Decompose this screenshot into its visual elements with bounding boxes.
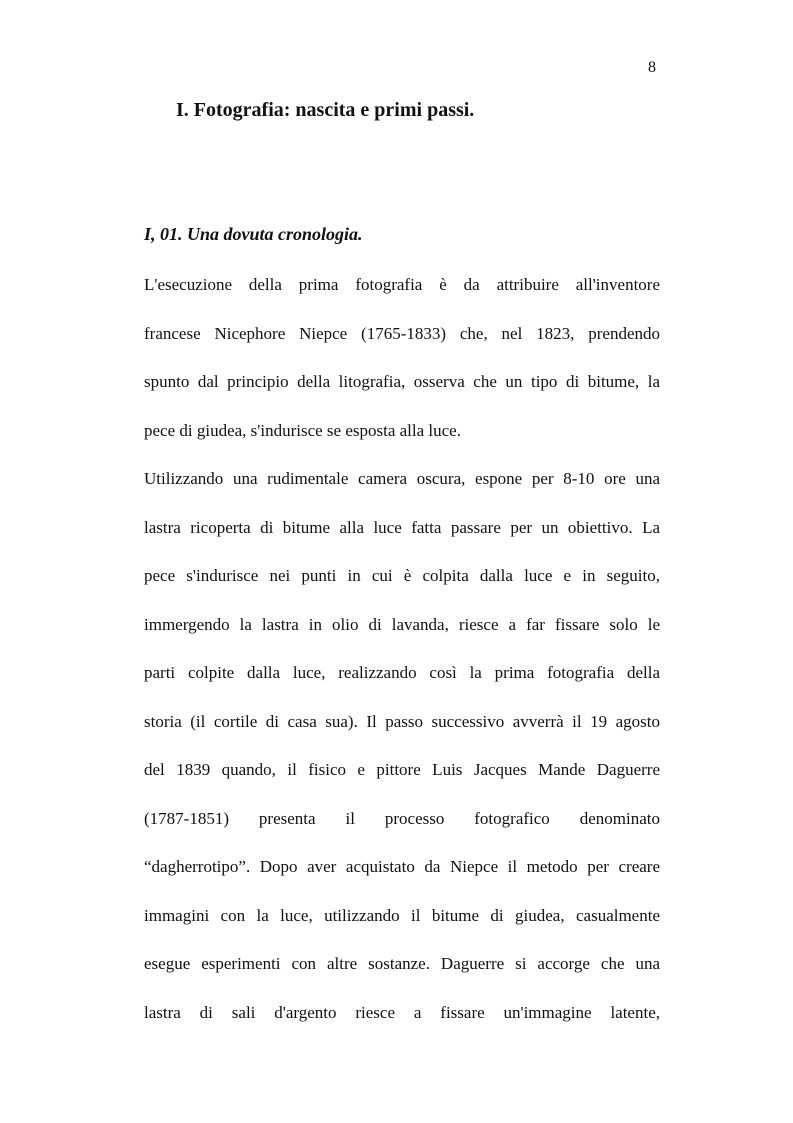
text-line: del 1839 quando, il fisico e pittore Luis Jacques Mande Daguerre (144, 760, 660, 779)
text-line: storia (il cortile di casa sua). Il passo successivo avverrà il 19 agosto (144, 711, 660, 731)
page-number: 8 (648, 59, 656, 76)
section-title: I, 01. Una dovuta cronologia. (144, 224, 363, 244)
text-line: immergendo la lastra in olio di lavanda, riesce a far fissare solo le (144, 614, 660, 634)
text-line: “dagherrotipo”. Dopo aver acquistato da Niepce il metodo per creare (144, 857, 660, 876)
chapter-title: I. Fotografia: nascita e primi passi. (176, 99, 475, 121)
text-line: pece s'indurisce nei punti in cui è colpita dalla luce e in seguito, (144, 566, 660, 585)
text-line: parti colpite dalla luce, realizzando così la prima fotografia della (144, 663, 660, 682)
text-line: spunto dal principio della litografia, osserva che un tipo di bitume, la (144, 372, 660, 391)
body-text (144, 264, 660, 1040)
text-line: lastra ricoperta di bitume alla luce fatta passare per un obiettivo. La (144, 517, 660, 537)
text-line: esegue esperimenti con altre sostanze. Daguerre si accorge che una (144, 954, 660, 973)
text-line: lastra di sali d'argento riesce a fissare un'immagine latente, (144, 1002, 660, 1022)
text-line: (1787-1851) presenta il processo fotografico denominato (144, 808, 660, 828)
text-line: L'esecuzione della prima fotografia è da attribuire all'inventore (144, 275, 660, 294)
text-line: immagini con la luce, utilizzando il bitume di giudea, casualmente (144, 905, 660, 925)
text-line: francese Nicephore Niepce (1765-1833) che, nel 1823, prendendo (144, 323, 660, 343)
text-line: pece di giudea, s'indurisce se esposta alla luce. (144, 420, 461, 440)
text-line: Utilizzando una rudimentale camera oscura, espone per 8-10 ore una (144, 469, 660, 488)
